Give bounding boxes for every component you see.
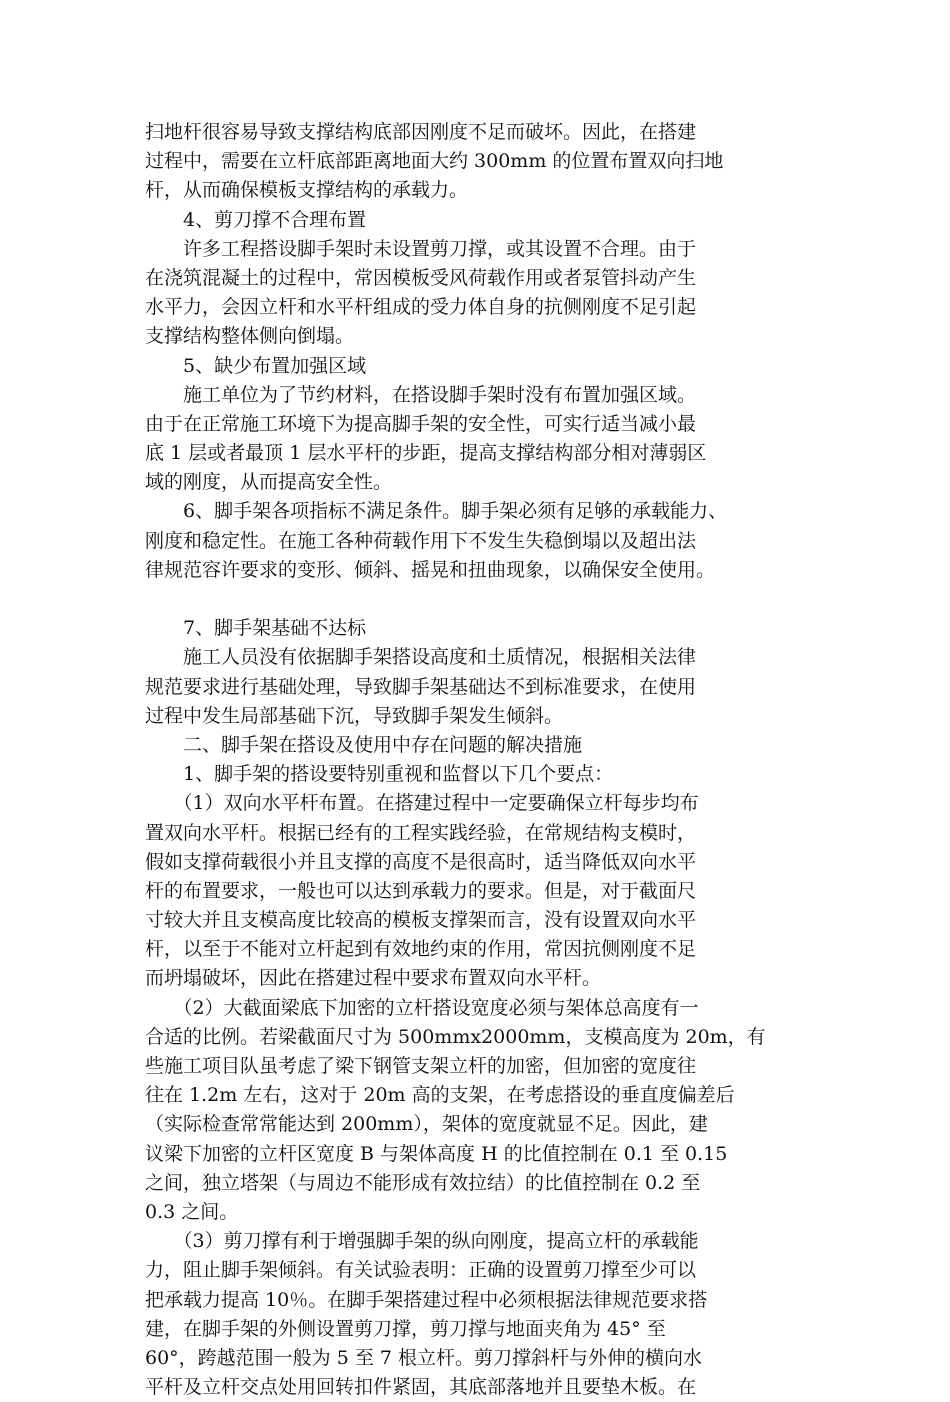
text-line: 0.3 之间。	[145, 1200, 239, 1223]
text-line: 扫地杆很容易导致支撑结构底部因刚度不足而破坏。因此，在搭建	[145, 121, 697, 143]
blank-line	[145, 585, 810, 614]
text-line: 平杆及立杆交点处用回转扣件紧固，其底部落地并且要垫木板。在	[145, 1376, 697, 1399]
text-line: 底 1 层或者最顶 1 层水平杆的步距，提高支撑结构部分相对薄弱区	[145, 442, 707, 465]
text-line: 60°，跨越范围一般为 5 至 7 根立杆。剪刀撑斜杆与外伸的横向水	[145, 1346, 703, 1369]
text-line: 由于在正常施工环境下为提高脚手架的安全性，可实行适当减小最	[145, 412, 697, 435]
text-line: 施工人员没有依据脚手架搭设高度和土质情况，根据相关法律	[145, 646, 697, 669]
text-line: 力，阻止脚手架倾斜。有关试验表明：正确的设置剪刀撑至少可以	[145, 1259, 697, 1282]
text-line: 律规范容许要求的变形、倾斜、摇晃和扭曲现象，以确保安全使用。	[145, 558, 716, 581]
text-line: 而坍塌破坏，因此在搭建过程中要求布置双向水平杆。	[145, 967, 602, 990]
text-line: （2）大截面梁底下加密的立杆搭设宽度必须与架体总高度有一	[145, 996, 699, 1019]
text-line: 6、脚手架各项指标不满足条件。脚手架必须有足够的承载能力、	[145, 500, 728, 523]
text-line: 些施工项目队虽考虑了梁下钢管支架立杆的加密，但加密的宽度往	[145, 1055, 697, 1077]
section-heading: 5、缺少布置加强区域	[145, 354, 367, 377]
text-line: 把承载力提高 10％。在脚手架搭建过程中必须根据法律规范要求搭	[145, 1288, 708, 1311]
text-line: 建，在脚手架的外侧设置剪刀撑，剪刀撑与地面夹角为 45° 至	[145, 1317, 666, 1340]
text-line: 杆的布置要求，一般也可以达到承载力的要求。但是，对于截面尺	[145, 879, 697, 902]
text-line: 刚度和稳定性。在施工各种荷载作用下不发生失稳倒塌以及超出法	[145, 529, 697, 552]
text-line: 过程中，需要在立杆底部距离地面大约 300mm 的位置布置双向扫地	[145, 150, 724, 173]
text-line: （1）双向水平杆布置。在搭建过程中一定要确保立杆每步均布	[145, 792, 699, 815]
text-line: 议梁下加密的立杆区宽度 B 与架体高度 H 的比值控制在 0.1 至 0.15	[145, 1142, 728, 1165]
text-line: 杆，从而确保模板支撑结构的承载力。	[145, 179, 469, 202]
text-line: 往在 1.2m 左右，这对于 20m 高的支架，在考虑搭设的垂直度偏差后	[145, 1084, 735, 1107]
section-heading: 4、剪刀撑不合理布置	[145, 208, 367, 231]
text-line: 杆，以至于不能对立杆起到有效地约束的作用，常因抗侧刚度不足	[145, 938, 697, 961]
text-line: 许多工程搭设脚手架时未设置剪刀撑，或其设置不合理。由于	[145, 237, 697, 260]
text-line: 假如支撑荷载很小并且支撑的高度不是很高时，适当降低双向水平	[145, 850, 697, 873]
section-heading: 7、脚手架基础不达标	[145, 617, 367, 640]
text-line: 域的刚度，从而提高安全性。	[145, 471, 393, 494]
text-line: 之间，独立塔架（与周边不能形成有效拉结）的比值控制在 0.2 至	[145, 1171, 701, 1194]
text-line: 支撑结构整体侧向倒塌。	[145, 325, 355, 348]
text-line: 置双向水平杆。根据已经有的工程实践经验，在常规结构支模时，	[145, 821, 697, 844]
text-line: 过程中发生局部基础下沉，导致脚手架发生倾斜。	[145, 704, 564, 727]
section-heading: 1、脚手架的搭设要特别重视和监督以下几个要点：	[145, 763, 614, 786]
text-line: 寸较大并且支模高度比较高的模板支撑架而言，没有设置双向水平	[145, 909, 697, 932]
section-heading: 二、脚手架在搭设及使用中存在问题的解决措施	[145, 733, 583, 756]
document-body	[145, 118, 810, 1402]
text-line: 施工单位为了节约材料，在搭设脚手架时没有布置加强区域。	[145, 383, 697, 406]
text-line: 规范要求进行基础处理，导致脚手架基础达不到标准要求，在使用	[145, 675, 697, 698]
text-line: （3）剪刀撑有利于增强脚手架的纵向刚度，提高立杆的承载能	[145, 1230, 699, 1253]
text-line: 合适的比例。若梁截面尺寸为 500mmx2000mm，支模高度为 20m，有	[145, 1025, 766, 1048]
text-line: （实际检查常常能达到 200mm），架体的宽度就显不足。因此，建	[145, 1113, 708, 1136]
text-line: 水平力，会因立杆和水平杆组成的受力体自身的抗侧刚度不足引起	[145, 296, 697, 319]
text-line: 在浇筑混凝土的过程中，常因模板受风荷载作用或者泵管抖动产生	[145, 266, 697, 289]
